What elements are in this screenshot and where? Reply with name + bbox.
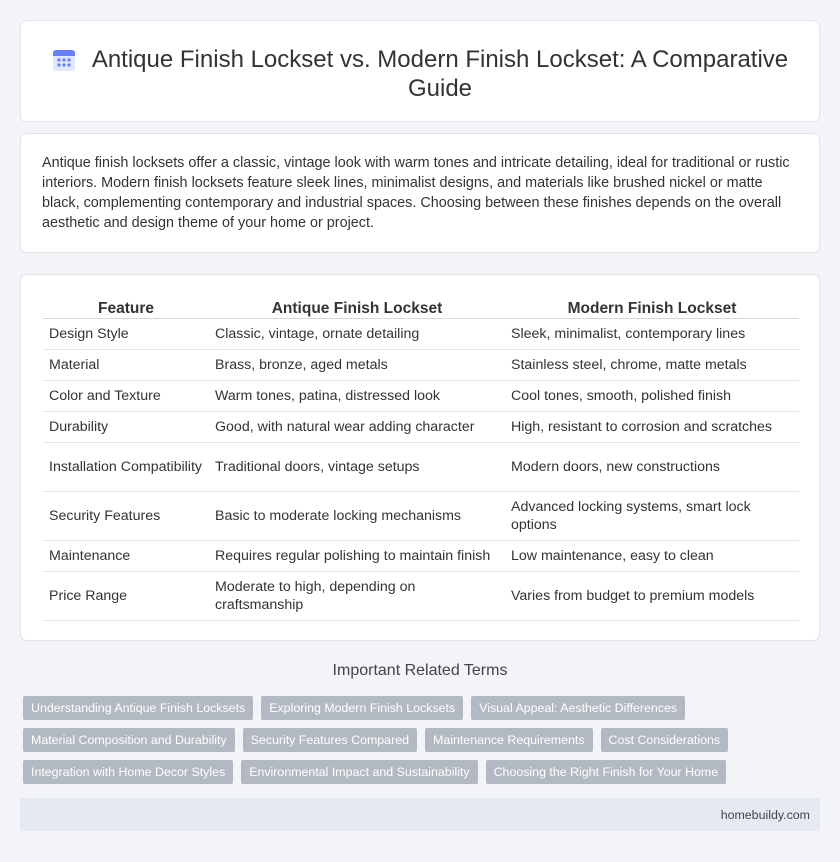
related-terms-list (23, 696, 813, 792)
header-modern: Modern Finish Lockset (505, 297, 799, 319)
tag-row (23, 760, 813, 784)
page-title: Antique Finish Lockset vs. Modern Finish Lockset: A Comparative Guide (91, 46, 789, 102)
row-modern: Cool tones, smooth, polished finish (505, 381, 799, 412)
comparison-card (20, 274, 820, 641)
tag-link[interactable]: Understanding Antique Finish Locksets (23, 696, 253, 720)
table-row (43, 572, 799, 621)
row-modern: High, resistant to corrosion and scratches (505, 412, 799, 443)
row-modern: Low maintenance, easy to clean (505, 541, 799, 572)
footer-site-link[interactable]: homebuildy.com (720, 808, 810, 822)
table-row (43, 412, 799, 443)
row-feature: Installation Compatibility (43, 443, 209, 492)
header-feature: Feature (43, 297, 209, 319)
row-feature: Price Range (43, 572, 209, 621)
row-feature: Design Style (43, 319, 209, 350)
header-antique: Antique Finish Lockset (209, 297, 505, 319)
row-antique: Traditional doors, vintage setups (209, 443, 505, 492)
table-row (43, 381, 799, 412)
footer (20, 798, 820, 831)
row-modern: Advanced locking systems, smart lock options (505, 492, 799, 541)
table-row (43, 350, 799, 381)
comparison-table (43, 297, 799, 621)
row-feature: Color and Texture (43, 381, 209, 412)
tag-row (23, 696, 813, 720)
tag-link[interactable]: Integration with Home Decor Styles (23, 760, 233, 784)
table-row (43, 443, 799, 492)
related-terms-title: Important Related Terms (332, 662, 508, 679)
row-antique: Basic to moderate locking mechanisms (209, 492, 505, 541)
row-antique: Requires regular polishing to maintain finish (209, 541, 505, 572)
tag-row (23, 728, 813, 752)
row-feature: Material (43, 350, 209, 381)
row-antique: Classic, vintage, ornate detailing (209, 319, 505, 350)
intro-paragraph: Antique finish locksets offer a classic, vintage look with warm tones and intricate detailing, ideal for traditional or rustic interiors. Modern finish locksets feature sleek lines, minimalist designs, and materials like brushed nickel or matte black, complementing contemporary and industrial spaces. Choosing between these finishes depends on the overall aesthetic and design theme of your home or project. (42, 155, 790, 231)
tag-link[interactable]: Security Features Compared (243, 728, 417, 752)
tag-link[interactable]: Maintenance Requirements (425, 728, 593, 752)
table-row (43, 541, 799, 572)
row-modern: Modern doors, new constructions (505, 443, 799, 492)
row-antique: Brass, bronze, aged metals (209, 350, 505, 381)
row-feature: Durability (43, 412, 209, 443)
row-antique: Moderate to high, depending on craftsmanship (209, 572, 505, 621)
table-header-row (43, 297, 799, 319)
intro-card (20, 133, 820, 253)
row-feature: Maintenance (43, 541, 209, 572)
row-feature: Security Features (43, 492, 209, 541)
tag-link[interactable]: Visual Appeal: Aesthetic Differences (471, 696, 685, 720)
table-row (43, 492, 799, 541)
tag-link[interactable]: Material Composition and Durability (23, 728, 235, 752)
row-antique: Good, with natural wear adding character (209, 412, 505, 443)
row-modern: Stainless steel, chrome, matte metals (505, 350, 799, 381)
row-modern: Sleek, minimalist, contemporary lines (505, 319, 799, 350)
tag-link[interactable]: Environmental Impact and Sustainability (241, 760, 477, 784)
tag-link[interactable]: Cost Considerations (601, 728, 729, 752)
row-modern: Varies from budget to premium models (505, 572, 799, 621)
row-antique: Warm tones, patina, distressed look (209, 381, 505, 412)
tag-link[interactable]: Exploring Modern Finish Locksets (261, 696, 463, 720)
title-card (20, 20, 820, 122)
table-row (43, 319, 799, 350)
tag-link[interactable]: Choosing the Right Finish for Your Home (486, 760, 727, 784)
